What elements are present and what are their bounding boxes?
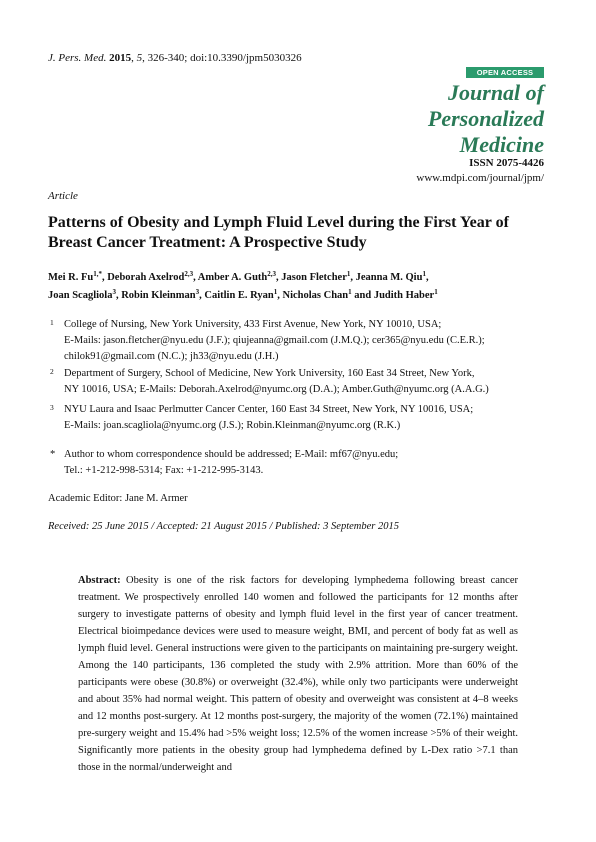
abstract bbox=[78, 572, 518, 776]
author-affiliation-marker: 1 bbox=[422, 270, 426, 278]
affiliation-line: NY 10016, USA; E-Mails: Deborah.Axelrod@nyumc.org (D.A.); Amber.Guth@nyumc.org (A.A.G.) bbox=[64, 384, 489, 395]
affiliation-2 bbox=[48, 366, 548, 398]
journal-url[interactable]: www.mdpi.com/journal/jpm/ bbox=[416, 172, 544, 184]
author-name: Amber A. Guth bbox=[197, 272, 268, 283]
correspondence-line: Author to whom correspondence should be addressed; E-Mail: mf67@nyu.edu; bbox=[64, 449, 399, 460]
correspondence-note bbox=[48, 447, 548, 479]
author-line-1: Mei R. $Fu^{1,*}$, Deborah Axelrod$^{2,3}$, Amber A. Guth$^{2,3}$, Jason Fletcher$^1$, Jeanna M. Qiu$^1$, bbox=[48, 270, 429, 283]
author-affiliation-marker: 2,3 bbox=[184, 270, 194, 278]
author-line-2: Joan Scagliola$^3$, Robin Kleinman$^3$, Caitlin E. Ryan$^1$, Nicholas Chan$^1$ and Judith Haber$^1$ bbox=[48, 288, 438, 301]
open-access-badge: OPEN ACCESS bbox=[466, 67, 544, 78]
journal-year: 2015 bbox=[109, 52, 132, 64]
journal-title-line: Journal of bbox=[448, 80, 544, 105]
author-name: Jason Fletcher bbox=[281, 272, 347, 283]
author-name: Mei R. Fu bbox=[48, 272, 94, 283]
affiliation-number: 2 bbox=[50, 367, 54, 376]
affiliation-3 bbox=[48, 402, 548, 434]
author-affiliation-marker: 1,* bbox=[93, 270, 102, 278]
author-affiliation-marker: 3 bbox=[195, 288, 200, 296]
affiliation-number: 1 bbox=[50, 318, 54, 327]
abstract-text: Obesity is one of the risk factors for developing lymphedema following breast cancer treatment. We prospectively enrolled 140 women and followed the participants for 12 months after surgery to investigate patterns of obesity and lymph fluid level in the first year of cancer treatment. Electrical bioimpedance devices were used to measure weight, BMI, and percent of body fat as well as lymph fluid level. General instructions were given to the participants on maintaining pre-surgery weight. Among the 140 participants, 136 completed the study with 2.9% attrition. More than 60% of the participants were obese (30.8%) or overweight (32.4%), while only two participants were underweight and about 35% had normal weight. This pattern of obesity and overweight was consistent at 4–8 weeks and 12 months post-surgery. At 12 months post-surgery, the majority of the women (72.1%) maintained pre-surgery weight and 15.4% had >5% weight loss; 12.5% of the women increase >5% of their weight. Significantly more patients in the obesity group had lymphedema defined by L-Dex ratio >7.1 than those in the normal/underweight and bbox=[78, 575, 518, 773]
author-name: Deborah Axelrod bbox=[107, 272, 185, 283]
author-name: Robin Kleinman bbox=[121, 290, 196, 301]
affiliation-line: NYU Laura and Isaac Perlmutter Cancer Center, 160 East 34 Street, New York, NY 10016, USA; bbox=[64, 404, 474, 415]
author-name: Judith Haber bbox=[373, 290, 435, 301]
article-title: Patterns of Obesity and Lymph Fluid Level during the First Year of Breast Cancer Treatment: A Prospective Study bbox=[48, 214, 509, 251]
author-name: Caitlin E. Ryan bbox=[204, 290, 274, 301]
journal-title-line: Personalized bbox=[427, 106, 544, 131]
affiliation-line: Department of Surgery, School of Medicine, New York University, 160 East 34 Street, New York, bbox=[64, 368, 475, 379]
correspondence-line: Tel.: +1-212-998-5314; Fax: +1-212-995-3143. bbox=[64, 465, 264, 476]
author-name: Jeanna M. Qiu bbox=[355, 272, 423, 283]
author-affiliation-marker: 2,3 bbox=[267, 270, 277, 278]
journal-title[interactable] bbox=[428, 80, 544, 158]
affiliation-line: E-Mails: jason.fletcher@nyu.edu (J.F.); qiujeanna@gmail.com (J.M.Q.); cer365@nyu.edu (C.E.R.); bbox=[64, 335, 485, 346]
issn: ISSN 2075-4426 bbox=[469, 157, 544, 169]
article-type: Article bbox=[48, 190, 78, 202]
affiliation-line: College of Nursing, New York University, 433 First Avenue, New York, NY 10010, USA; bbox=[64, 319, 442, 330]
author-affiliation-marker: 3 bbox=[112, 288, 116, 296]
journal-pages-doi: , 326-340; doi:10.3390/jpm5030326 bbox=[142, 52, 302, 64]
affiliation-line: chilok91@gmail.com (N.C.); jh33@nyu.edu (J.H.) bbox=[64, 351, 279, 362]
author-affiliation-marker: 1 bbox=[348, 288, 352, 296]
correspondence-marker: * bbox=[50, 449, 56, 460]
affiliation-1 bbox=[48, 317, 548, 365]
journal-reference: J. Pers. Med. 2015, 5, 326-340; doi:10.3390/jpm5030326 bbox=[48, 52, 302, 64]
affiliation-number: 3 bbox=[50, 403, 54, 412]
author-affiliation-marker: 1 bbox=[273, 288, 278, 296]
publication-dates: Received: 25 June 2015 / Accepted: 21 August 2015 / Published: 3 September 2015 bbox=[48, 521, 399, 532]
author-name: Nicholas Chan bbox=[282, 290, 349, 301]
journal-abbrev: J. Pers. Med. bbox=[48, 52, 107, 64]
author-list bbox=[48, 269, 548, 305]
affiliation-line: E-Mails: joan.scagliola@nyumc.org (J.S.); Robin.Kleinman@nyumc.org (R.K.) bbox=[64, 420, 401, 431]
author-affiliation-marker: 1 bbox=[346, 270, 351, 278]
author-affiliation-marker: 1 bbox=[434, 288, 438, 296]
journal-volume: 5 bbox=[136, 52, 143, 64]
author-name: Joan Scagliola bbox=[48, 290, 113, 301]
journal-title-line: Medicine bbox=[459, 132, 544, 157]
abstract-label: Abstract: bbox=[78, 575, 121, 586]
academic-editor: Academic Editor: Jane M. Armer bbox=[48, 493, 188, 504]
